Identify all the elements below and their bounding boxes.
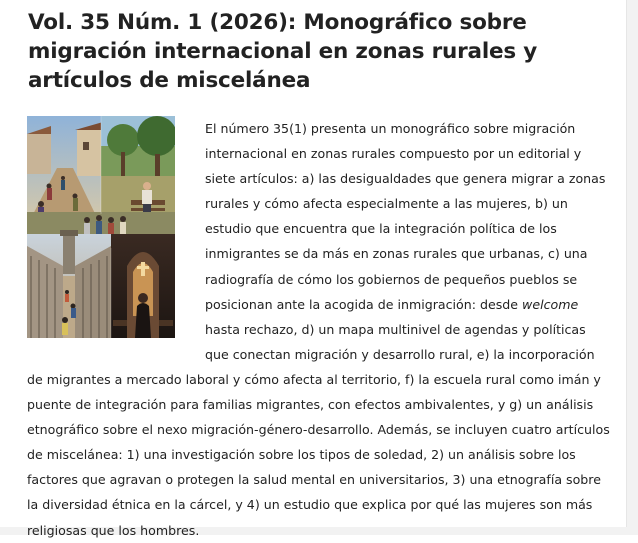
description-text-end: hasta rechazo, d) un mapa multinivel de agendas y políticas que conectan migración y desarrollo rural, e) la incorporación de migrantes a mercado laboral y cómo afecta al territorio, f) la escuela rural como imán y puente de integración para familias migrantes, con efectos ambivalentes, y g) un análisis etnográfico sobre el nexo migración-género-desarrollo. Además, se incluyen cuatro artículos de miscelánea: 1) una investigación sobre los tipos de soledad, 2) un análisis sobre los factores que agravan o protegen la salud mental en universitarios, 3) una etnografía sobre la diversidad étnica en la cárcel, y 4) un estudio que explica por qué las mujeres son más religiosas que los hombres. — [27, 321, 610, 538]
cover-collage-illustration — [27, 116, 175, 338]
issue-cover-image[interactable] — [27, 116, 175, 338]
description-emphasis: welcome — [522, 296, 579, 312]
issue-title: Vol. 35 Núm. 1 (2026): Monográfico sobre migración internacional en zonas rurales y artículos de miscelánea — [28, 10, 538, 93]
description-text-start: El número 35(1) presenta un monográfico sobre migración internacional en zonas rurales compuesto por un editorial y siete artículos: a) las desigualdades que genera migrar a zonas rurales y cómo afecta especialmente a las mujeres, b) un estudio que encuentra que la integración política de los inmigrantes se da más en zonas rurales que urbanas, c) una radiografía de cómo los gobiernos de pequeños pueblos se posicionan ante la acogida de inmigración: desde — [205, 121, 606, 312]
page-edge-right — [627, 0, 638, 535]
